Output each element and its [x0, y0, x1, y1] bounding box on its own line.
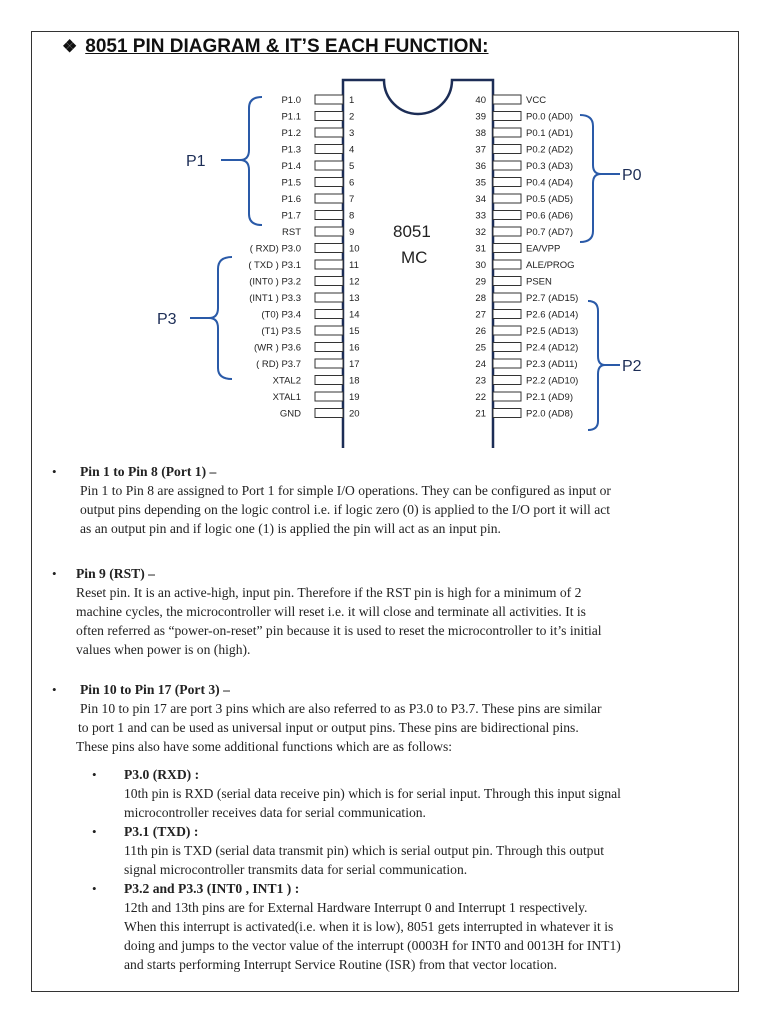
pin-label-right: P0.7 (AD7) — [526, 227, 573, 238]
pin-label-right: P2.5 (AD13) — [526, 326, 579, 337]
pin-number-right: 35 — [475, 177, 486, 189]
pin-stub-right — [493, 145, 521, 154]
section-line: Reset pin. It is an active-high, input pin. Therefore if the RST pin is high for a minimum of 2 — [76, 585, 582, 600]
pin-stub-right — [493, 310, 521, 319]
right-pins — [475, 95, 578, 420]
pin-number-right: 29 — [475, 276, 486, 288]
pin-label-left: P1.3 — [281, 144, 301, 156]
group-label-p0: P0 — [622, 167, 642, 184]
pin-number-left: 12 — [349, 276, 360, 288]
pin-stub-left — [315, 244, 343, 253]
subsection-int — [124, 879, 734, 974]
pin-label-left: P1.0 — [281, 95, 301, 106]
pin-number-left: 6 — [349, 177, 355, 189]
pin-stub-right — [493, 211, 521, 220]
pin-number-right: 28 — [475, 293, 486, 304]
pin-stub-left — [315, 178, 343, 187]
section-line: When this interrupt is activated(i.e. when it is low), 8051 gets interrupted in whatever it is — [124, 919, 614, 934]
pin-number-left: 10 — [349, 243, 360, 255]
pin-label-left: ( RXD) P3.0 — [249, 243, 301, 255]
pin-label-left: ( RD) P3.7 — [256, 359, 301, 370]
pin-number-left: 20 — [349, 408, 360, 420]
pin-stub-right — [493, 178, 521, 187]
pin-number-right: 40 — [475, 95, 486, 106]
section-line: as an output pin and if logic one (1) is applied the pin will act as an input pin. — [80, 521, 501, 536]
pin-label-right: P2.4 (AD12) — [526, 342, 579, 354]
p2-brace — [588, 301, 605, 430]
pin-number-right: 30 — [475, 260, 486, 271]
pin-stub-right — [493, 343, 521, 352]
pin-stub-left — [315, 95, 343, 104]
pin-stub-right — [493, 409, 521, 418]
section-line: Pin 1 to Pin 8 are assigned to Port 1 for simple I/O operations. They can be configured as input or — [80, 483, 611, 498]
pin-label-right: VCC — [526, 95, 547, 106]
pin-label-right: ALE/PROG — [526, 260, 575, 271]
section-line: Pin 10 to pin 17 are port 3 pins which are also referred to as P3.0 to P3.7. These pins are similar — [80, 701, 602, 716]
p3-brace — [209, 257, 232, 379]
pin-stub-right — [493, 376, 521, 385]
pin-label-right: P2.7 (AD15) — [526, 293, 579, 304]
pin-number-left: 11 — [349, 260, 359, 271]
chip-label-8051: 8051 — [393, 222, 431, 241]
pin-label-right: PSEN — [526, 276, 552, 288]
pin-label-left: P1.4 — [281, 161, 301, 172]
p1-brace — [240, 97, 262, 225]
section-line: 11th pin is TXD (serial data transmit pin) which is serial output pin. Through this output — [124, 843, 605, 858]
pin-stub-left — [315, 310, 343, 319]
pin-stub-right — [493, 227, 521, 236]
section-heading: P3.1 (TXD) : — [124, 824, 199, 839]
pin-stub-right — [493, 161, 521, 170]
pin-stub-right — [493, 194, 521, 203]
pin-number-right: 32 — [475, 227, 486, 238]
group-label-p3: P3 — [157, 311, 177, 328]
section-heading: Pin 1 to Pin 8 (Port 1) – — [80, 464, 217, 479]
pin-label-right: P2.0 (AD8) — [526, 408, 573, 420]
bullet-sub2: • — [92, 824, 97, 839]
pin-stub-left — [315, 112, 343, 121]
section-line: and starts performing Interrupt Service Routine (ISR) from that vector location. — [124, 957, 557, 972]
pin-label-left: P1.5 — [281, 177, 301, 189]
pin-stub-right — [493, 293, 521, 302]
pin-stub-right — [493, 244, 521, 253]
chip-label-mc: MC — [401, 248, 428, 267]
pin-label-left: XTAL2 — [272, 375, 301, 387]
pin-label-right: P0.3 (AD3) — [526, 161, 573, 172]
pin-stub-left — [315, 161, 343, 170]
pin-number-left: 13 — [349, 293, 360, 304]
page-frame-bottom — [31, 991, 739, 992]
pin-stub-left — [315, 227, 343, 236]
pin-label-left: P1.1 — [281, 111, 301, 123]
section-line: doing and jumps to the vector value of the interrupt (0003H for INT0 and 0013H for INT1) — [124, 938, 621, 953]
pin-stub-right — [493, 128, 521, 137]
pin-label-left: (INT0 ) P3.2 — [249, 276, 301, 288]
pin-stub-left — [315, 343, 343, 352]
pin-label-right: P2.6 (AD14) — [526, 309, 579, 321]
pin-stub-left — [315, 194, 343, 203]
section-heading: P3.0 (RXD) : — [124, 767, 200, 782]
pin-number-right: 26 — [475, 326, 486, 337]
pin-stub-left — [315, 128, 343, 137]
section-heading: P3.2 and P3.3 (INT0 , INT1 ) : — [124, 881, 300, 896]
pin-stub-left — [315, 260, 343, 269]
pin-number-right: 37 — [475, 144, 486, 156]
pin-stub-right — [493, 95, 521, 104]
pin-label-left: GND — [279, 408, 301, 420]
pin-number-right: 31 — [475, 243, 486, 255]
pin-label-right: P0.1 (AD1) — [526, 128, 573, 139]
pin-label-right: P0.4 (AD4) — [526, 177, 573, 189]
pin-label-left: (T1) P3.5 — [261, 326, 301, 337]
pin-label-left: (INT1 ) P3.3 — [249, 293, 301, 304]
subsection-txd — [124, 822, 734, 879]
section-line: often referred as “power-on-reset” pin because it is used to reset the microcontroller to it’s initial — [76, 623, 602, 638]
group-label-p2: P2 — [622, 358, 642, 375]
pin-number-left: 14 — [349, 309, 360, 321]
pin-stub-left — [315, 376, 343, 385]
pin-stub-right — [493, 392, 521, 401]
pin-number-left: 15 — [349, 326, 360, 337]
bullet-sub1: • — [92, 767, 97, 782]
pin-number-left: 4 — [349, 144, 355, 156]
pin-number-right: 36 — [475, 161, 486, 172]
section-line: output pins depending on the logic control i.e. if logic zero (0) is applied to the I/O port it will act — [80, 502, 611, 517]
pin-label-left: P1.6 — [281, 194, 301, 205]
pin-number-right: 38 — [475, 128, 486, 139]
pin-number-right: 23 — [475, 375, 486, 387]
section-heading: Pin 9 (RST) – — [76, 566, 155, 581]
pin-stub-right — [493, 326, 521, 335]
section-line: to port 1 and can be used as universal input or output pins. These pins are bidirectional pins. — [78, 720, 579, 735]
pin-label-right: EA/VPP — [526, 243, 561, 255]
pin-number-right: 34 — [475, 194, 486, 205]
pin-label-left: P1.7 — [281, 210, 301, 222]
section-line: 12th and 13th pins are for External Hardware Interrupt 0 and Interrupt 1 respectively. — [124, 900, 588, 915]
section-heading: Pin 10 to Pin 17 (Port 3) – — [80, 682, 230, 697]
pin-number-left: 19 — [349, 392, 360, 403]
pin-label-right: P2.1 (AD9) — [526, 392, 573, 403]
pin-number-left: 18 — [349, 375, 360, 387]
section-line: microcontroller receives data for serial communication. — [124, 805, 426, 820]
section-rst — [76, 564, 736, 659]
pin-number-left: 1 — [349, 95, 355, 106]
pin-label-left: XTAL1 — [272, 392, 301, 403]
section-line: values when power is on (high). — [76, 642, 251, 657]
pin-number-left: 7 — [349, 194, 355, 205]
pin-number-right: 25 — [475, 342, 486, 354]
pin-label-right: P0.2 (AD2) — [526, 144, 573, 156]
pin-number-left: 5 — [349, 161, 355, 172]
pin-label-right: P0.0 (AD0) — [526, 111, 573, 123]
pin-stub-left — [315, 409, 343, 418]
pin-number-left: 16 — [349, 342, 360, 354]
section-line: 10th pin is RXD (serial data receive pin) which is for serial input. Through this input signal — [124, 786, 621, 801]
pin-label-left: (WR ) P3.6 — [254, 342, 301, 354]
pin-number-right: 24 — [475, 359, 486, 370]
bullet-s1: • — [52, 464, 57, 479]
pin-label-left: ( TXD ) P3.1 — [248, 260, 301, 271]
bullet-sub3: • — [92, 881, 97, 896]
pin-number-right: 39 — [475, 111, 486, 123]
pin-number-left: 2 — [349, 111, 355, 123]
group-label-p1: P1 — [186, 153, 206, 170]
diamond-bullet-icon: ❖ — [62, 37, 78, 56]
pin-label-right: P0.5 (AD5) — [526, 194, 573, 205]
subsection-rxd — [124, 765, 734, 822]
pin-stub-right — [493, 277, 521, 286]
pin-stub-left — [315, 326, 343, 335]
section-line: signal microcontroller transmits data for serial communication. — [124, 862, 468, 877]
bullet-s2: • — [52, 566, 57, 581]
pin-label-right: P2.2 (AD10) — [526, 375, 579, 387]
section-line: machine cycles, the microcontroller will reset i.e. it will close and terminate all activities. It is — [76, 604, 586, 619]
pin-label-right: P2.3 (AD11) — [526, 359, 578, 370]
pin-label-left: (T0) P3.4 — [261, 309, 301, 321]
pin-label-left: RST — [282, 227, 301, 238]
pin-number-right: 21 — [475, 408, 486, 420]
section-port3 — [76, 680, 736, 756]
pin-number-left: 17 — [349, 359, 360, 370]
pin-number-right: 27 — [475, 309, 486, 321]
p0-brace — [580, 115, 601, 242]
pin-number-left: 3 — [349, 128, 355, 139]
pin-stub-right — [493, 359, 521, 368]
pin-number-left: 8 — [349, 210, 355, 222]
pin-stub-left — [315, 293, 343, 302]
pin-stub-left — [315, 359, 343, 368]
section-port1 — [80, 462, 730, 538]
pin-stub-left — [315, 277, 343, 286]
pin-stub-right — [493, 260, 521, 269]
pin-number-right: 22 — [475, 392, 486, 403]
pin-label-right: P0.6 (AD6) — [526, 210, 573, 222]
section-line: These pins also have some additional functions which are as follows: — [76, 739, 453, 754]
bullet-s3: • — [52, 682, 57, 697]
pin-number-left: 9 — [349, 227, 355, 238]
pin-label-left: P1.2 — [281, 128, 301, 139]
pin-stub-left — [315, 211, 343, 220]
pin-stub-left — [315, 145, 343, 154]
pin-number-right: 33 — [475, 210, 486, 222]
title-text: 8051 PIN DIAGRAM & IT’S EACH FUNCTION: — [85, 36, 489, 57]
pin-stub-left — [315, 392, 343, 401]
pin-stub-right — [493, 112, 521, 121]
pin-diagram — [0, 0, 768, 460]
